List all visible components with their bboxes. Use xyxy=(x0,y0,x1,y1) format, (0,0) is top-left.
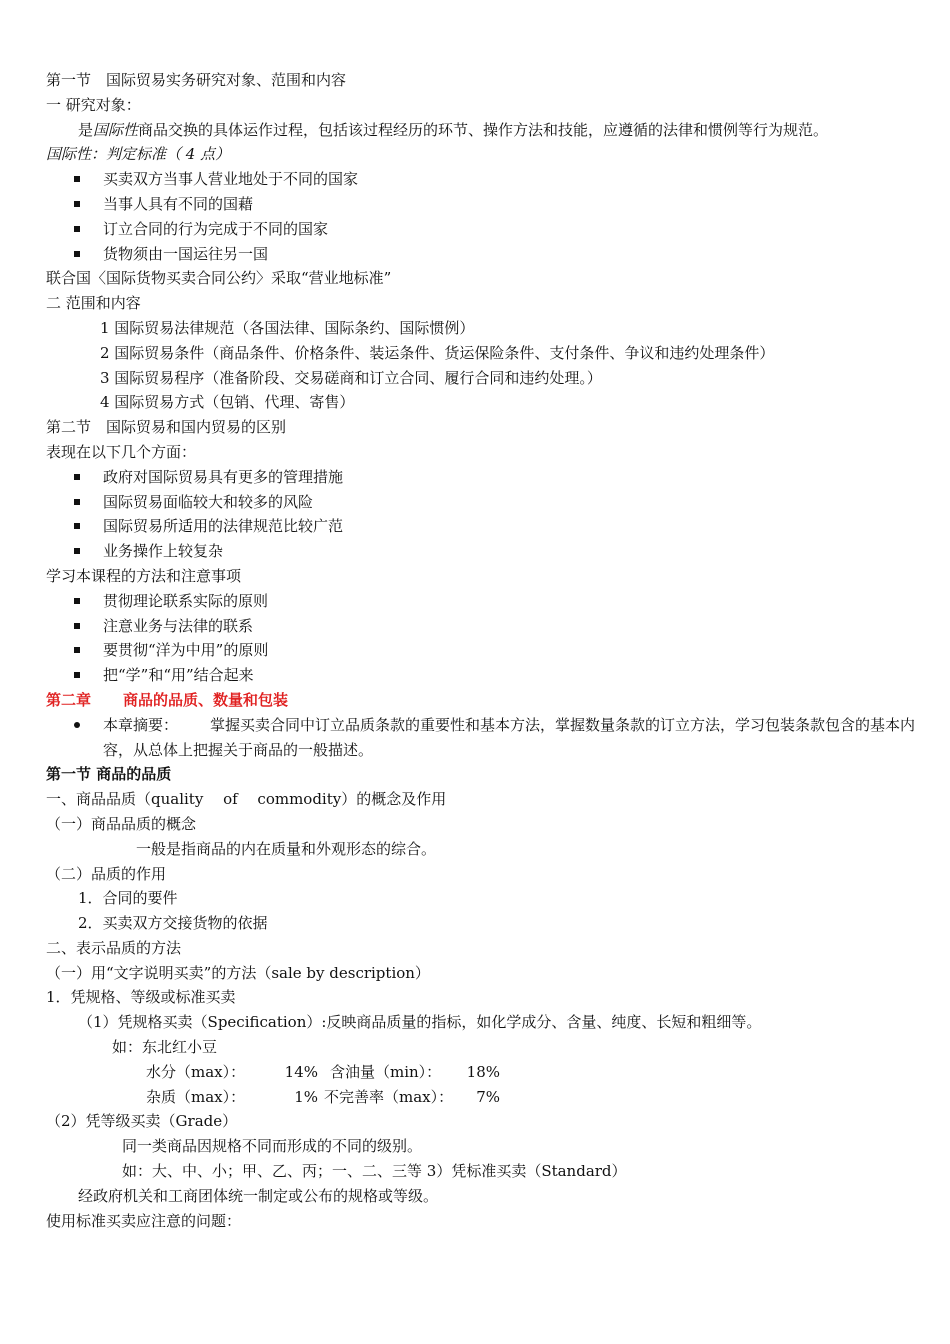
list-item: 买卖双方当事人营业地处于不同的国家 xyxy=(46,167,916,192)
list-item: 业务操作上较复杂 xyxy=(46,539,916,564)
list-item: 把“学”和“用”结合起来 xyxy=(46,663,916,688)
definition-paragraph: 是国际性商品交换的具体运作过程，包括该过程经历的环节、操作方法和技能，应遵循的法律和惯例等行为规范。 xyxy=(78,120,829,139)
square-bullet-icon xyxy=(74,499,80,505)
square-bullet-icon xyxy=(74,474,80,480)
square-bullet-icon xyxy=(74,647,80,653)
subheading-concept: （一）商品品质的概念 xyxy=(46,814,197,833)
spec-paragraph: （1）凭规格买卖（Specification）:反映商品质量的指标，如化学成分、含量、纯度、长短和粗细等。 xyxy=(78,1013,762,1032)
list-item: 1 国际贸易法律规范（各国法律、国际条约、国际惯例） xyxy=(100,318,475,337)
standard-note: 使用标准买卖应注意的问题： xyxy=(46,1211,242,1230)
square-bullet-icon xyxy=(74,523,80,529)
section-title: 第一节 国际贸易实务研究对象、范围和内容 xyxy=(46,71,347,89)
section-title: 第一节 商品的品质 xyxy=(46,765,172,784)
square-bullet-icon xyxy=(74,201,80,207)
subheading-methods: 二、表示品质的方法 xyxy=(46,938,182,957)
method-heading: 学习本课程的方法和注意事项 xyxy=(46,566,242,585)
square-bullet-icon xyxy=(74,598,80,604)
list-item: 注意业务与法律的联系 xyxy=(46,614,916,639)
square-bullet-icon xyxy=(74,548,80,554)
grade-heading: （2）凭等级买卖（Grade） xyxy=(46,1112,238,1131)
list-item: 当事人具有不同的国藉 xyxy=(46,192,916,217)
list-item: 货物须由一国运往另一国 xyxy=(46,242,916,267)
subheading-research-object: 一 研究对象： xyxy=(46,95,141,114)
square-bullet-icon xyxy=(74,623,80,629)
grade-definition: 同一类商品因规格不同而形成的不同的级别。 xyxy=(122,1137,423,1156)
list-item: 1．合同的要件 xyxy=(78,889,178,908)
example-label: 如：东北红小豆 xyxy=(112,1038,218,1057)
list-item: 国际贸易所适用的法律规范比较广范 xyxy=(46,514,916,539)
list-item: 政府对国际贸易具有更多的管理措施 xyxy=(46,465,916,490)
standard-definition: 经政府机关和工商团体统一制定或公布的规格或等级。 xyxy=(78,1186,439,1205)
round-bullet-icon xyxy=(74,722,80,728)
subheading-quality: 一、商品品质（quality of commodity）的概念及作用 xyxy=(46,790,447,809)
concept-text: 一般是指商品的内在质量和外观形态的综合。 xyxy=(136,839,437,858)
list-item: 4 国际贸易方式（包销、代理、寄售） xyxy=(100,393,355,412)
list-item: 国际贸易面临较大和较多的风险 xyxy=(46,490,916,515)
subheading-spec-grade-standard: 1．凭规格、等级或标准买卖 xyxy=(46,988,236,1007)
chapter-summary: 本章摘要： 掌握买卖合同中订立品质条款的重要性和基本方法，掌握数量条款的订立方法，学习包装条款包含的基本内容，从总体上把握关于商品的一般描述。 xyxy=(46,713,916,763)
document-page xyxy=(46,68,916,1233)
list-item: 要贯彻“洋为中用”的原则 xyxy=(46,638,916,663)
intro-text: 表现在以下几个方面： xyxy=(46,442,197,461)
spec-row: 杂质（max）： 1% 不完善率（max）： 7% xyxy=(146,1087,500,1106)
list-item: 订立合同的行为完成于不同的国家 xyxy=(46,217,916,242)
section-title: 第二节 国际贸易和国内贸易的区别 xyxy=(46,418,287,437)
criteria-heading: 国际性：判定标准（ 4 点） xyxy=(46,145,231,164)
chapter-title: 第二章 商品的品质、数量和包装 xyxy=(46,690,289,709)
emphasis-term: 国际性 xyxy=(93,120,139,139)
square-bullet-icon xyxy=(74,226,80,232)
spec-row: 水分（max）： 14% 含油量（min）： 18% xyxy=(146,1062,500,1081)
list-item: 3 国际贸易程序（准备阶段、交易磋商和订立合同、履行合同和违约处理。） xyxy=(100,368,602,387)
list-item: 贯彻理论联系实际的原则 xyxy=(46,589,916,614)
list-item: 2 国际贸易条件（商品条件、价格条件、装运条件、货运保险条件、支付条件、争议和违约处理条件） xyxy=(100,343,775,362)
subheading-function: （二）品质的作用 xyxy=(46,864,167,883)
square-bullet-icon xyxy=(74,672,80,678)
list-item: 2．买卖双方交接货物的依据 xyxy=(78,914,268,933)
subheading-description: （一）用“文字说明买卖”的方法（sale by description） xyxy=(46,963,430,982)
square-bullet-icon xyxy=(74,176,80,182)
square-bullet-icon xyxy=(74,251,80,257)
un-convention-note: 联合国〈国际货物买卖合同公约〉采取“营业地标准” xyxy=(46,269,392,288)
grade-example: 如：大、中、小；甲、乙、丙；一、二、三等 3）凭标准买卖（Standard） xyxy=(122,1162,627,1181)
subheading-scope: 二 范围和内容 xyxy=(46,294,141,313)
